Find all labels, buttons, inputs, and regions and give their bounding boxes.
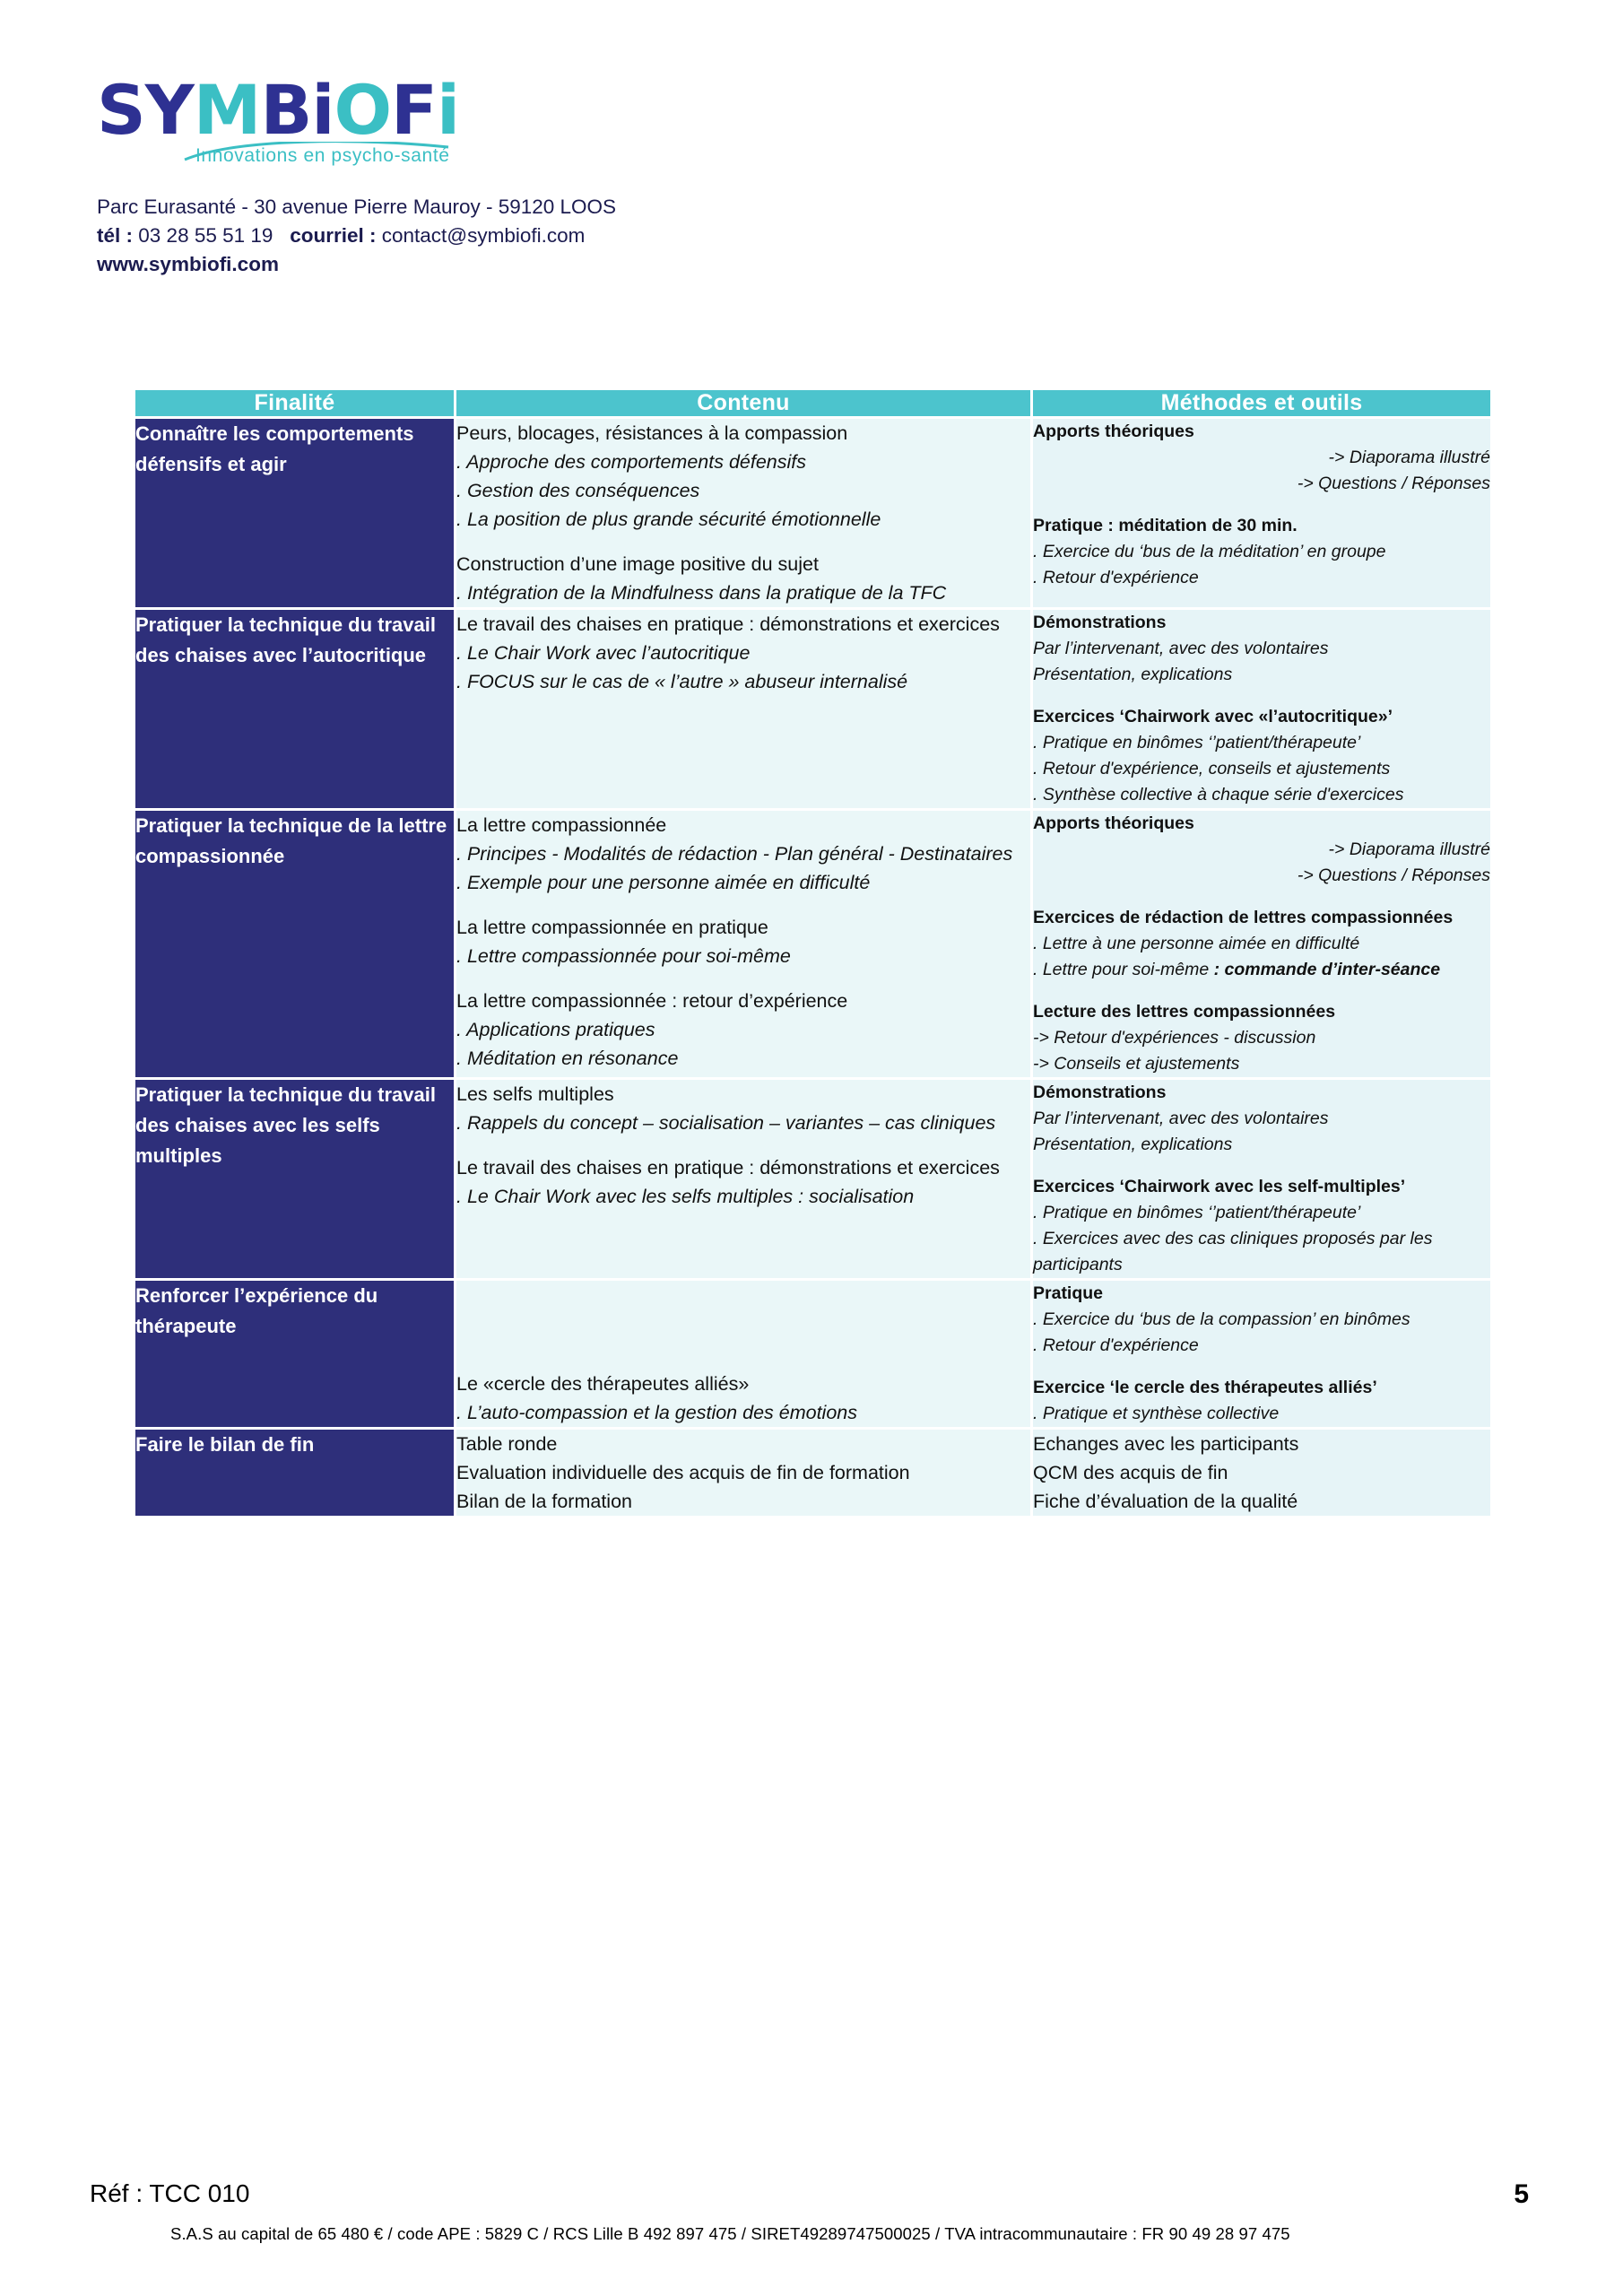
method-item: -> Conseils et ajustements — [1033, 1054, 1240, 1074]
methodes-cell — [1033, 811, 1490, 1077]
column-header-finalite: Finalité — [135, 390, 454, 416]
methodes-cell — [1033, 419, 1490, 607]
contenu-cell — [456, 811, 1030, 1077]
spacer — [1033, 1359, 1490, 1375]
method-title: Pratique : méditation de 30 min. — [1033, 516, 1298, 535]
finalite-cell: Pratiquer la technique du travail des chaises avec les selfs multiples — [135, 1080, 454, 1278]
method-item: . Exercices avec des cas cliniques proposés par les participants — [1033, 1229, 1433, 1274]
methodes-cell — [1033, 610, 1490, 808]
email-value: contact@symbiofi.com — [381, 224, 586, 247]
phone-value: 03 28 55 51 19 — [138, 224, 273, 247]
method-item: Présentation, explications — [1033, 1135, 1233, 1154]
content-item: . La position de plus grande sécurité émotionnelle — [456, 509, 881, 530]
spacer — [1033, 983, 1490, 999]
spacer — [456, 534, 1030, 550]
logo-wordmark: SYMBiOFi — [97, 70, 460, 150]
method-item: Présentation, explications — [1033, 665, 1233, 684]
content-title: La lettre compassionnée — [456, 814, 667, 836]
method-item: . Lettre à une personne aimée en difficulté — [1033, 934, 1360, 953]
methodes-cell — [1033, 1281, 1490, 1427]
method-item: . Retour d'expérience — [1033, 568, 1199, 587]
program-table — [133, 387, 1493, 1518]
content-item: . L’auto-compassion et la gestion des émotions — [456, 1402, 857, 1423]
content-line: Table ronde — [456, 1433, 558, 1455]
method-item: . Retour d'expérience — [1033, 1335, 1199, 1355]
logo-tagline: Innovations en psycho-santé — [195, 145, 450, 166]
finalite-cell: Faire le bilan de fin — [135, 1430, 454, 1516]
method-title: Exercices de rédaction de lettres compassionnées — [1033, 908, 1454, 927]
method-title: Pratique — [1033, 1283, 1104, 1303]
content-item: . Gestion des conséquences — [456, 480, 700, 501]
content-title: Construction d’une image positive du sujet — [456, 553, 819, 575]
content-title: Le travail des chaises en pratique : démonstrations et exercices — [456, 1157, 1000, 1178]
page-number: 5 — [1514, 2179, 1529, 2209]
content-item: . Rappels du concept – socialisation – variantes – cas cliniques — [456, 1112, 996, 1134]
method-title: Exercice ‘le cercle des thérapeutes alliés’ — [1033, 1378, 1377, 1397]
content-item: . Exemple pour une personne aimée en difficulté — [456, 872, 871, 893]
footer-legal: S.A.S au capital de 65 480 € / code APE : 5829 C / RCS Lille B 492 897 475 / SIRET49289747500025 / TVA intracommunautaire : FR 90 49 28 97 475 — [170, 2224, 1290, 2243]
content-line: Bilan de la formation — [456, 1491, 632, 1512]
spacer — [1033, 688, 1490, 704]
symbiofi-logo — [97, 72, 904, 175]
content-item: . Méditation en résonance — [456, 1048, 679, 1069]
contact-block — [97, 193, 904, 279]
content-item: . Lettre compassionnée pour soi-même — [456, 945, 791, 967]
spacer — [456, 970, 1030, 987]
method-title: Lecture des lettres compassionnées — [1033, 1002, 1336, 1022]
method-item: . Pratique et synthèse collective — [1033, 1404, 1280, 1423]
content-item: . Approche des comportements défensifs — [456, 451, 806, 473]
contact-address: Parc Eurasanté - 30 avenue Pierre Mauroy - 59120 LOOS — [97, 196, 617, 218]
method-title: Apports théoriques — [1033, 422, 1194, 441]
finalite-cell: Pratiquer la technique de la lettre compassionnée — [135, 811, 454, 1077]
column-header-methodes: Méthodes et outils — [1033, 390, 1490, 416]
content-title: Le travail des chaises en pratique : démonstrations et exercices — [456, 613, 1000, 635]
method-title: Apports théoriques — [1033, 813, 1194, 833]
method-item: Par l’intervenant, avec des volontaires — [1033, 1109, 1329, 1128]
method-title: Exercices ‘Chairwork avec «l’autocritique»’ — [1033, 707, 1393, 726]
contact-phone-email — [97, 222, 904, 250]
content-title: La lettre compassionnée en pratique — [456, 917, 768, 938]
table-row — [135, 1080, 1490, 1278]
content-item: . Applications pratiques — [456, 1019, 655, 1040]
method-item-emphasis: : commande d’inter-séance — [1209, 960, 1441, 979]
column-header-contenu: Contenu — [456, 390, 1030, 416]
email-label: courriel : — [290, 224, 377, 247]
methodes-cell — [1033, 1430, 1490, 1516]
footer-reference: Réf : TCC 010 — [90, 2179, 250, 2207]
method-item: . Retour d'expérience, conseils et ajustements — [1033, 759, 1391, 778]
content-item: . FOCUS sur le cas de « l’autre » abuseur internalisé — [456, 671, 908, 692]
method-line: QCM des acquis de fin — [1033, 1462, 1228, 1483]
content-title: Le «cercle des thérapeutes alliés» — [456, 1373, 750, 1395]
method-item: . Exercice du ‘bus de la compassion’ en binômes — [1033, 1309, 1410, 1329]
method-item: . Pratique en binômes ‘’patient/thérapeute’ — [1033, 733, 1361, 752]
contenu-cell — [456, 1281, 1030, 1427]
method-title: Démonstrations — [1033, 613, 1167, 632]
method-note: -> Diaporama illustré — [1328, 839, 1490, 859]
table-row — [135, 419, 1490, 607]
spacer — [456, 1137, 1030, 1153]
method-item: . Lettre pour soi-même — [1033, 960, 1210, 979]
spacer — [1033, 889, 1490, 905]
phone-label: tél : — [97, 224, 134, 247]
website: www.symbiofi.com — [97, 253, 279, 275]
content-title: Peurs, blocages, résistances à la compassion — [456, 422, 848, 444]
spacer — [1033, 497, 1490, 513]
content-item: . Intégration de la Mindfulness dans la pratique de la TFC — [456, 582, 947, 604]
content-title: Les selfs multiples — [456, 1083, 614, 1105]
method-note: -> Questions / Réponses — [1297, 865, 1490, 885]
spacer — [456, 897, 1030, 913]
contenu-cell — [456, 1080, 1030, 1278]
method-item: Par l’intervenant, avec des volontaires — [1033, 639, 1329, 658]
method-title: Exercices ‘Chairwork avec les self-multiples’ — [1033, 1177, 1406, 1196]
methodes-cell — [1033, 1080, 1490, 1278]
finalite-cell: Pratiquer la technique du travail des chaises avec l’autocritique — [135, 610, 454, 808]
contenu-cell — [456, 1430, 1030, 1516]
table-row — [135, 610, 1490, 808]
method-line: Fiche d’évaluation de la qualité — [1033, 1491, 1298, 1512]
content-title: La lettre compassionnée : retour d’expérience — [456, 990, 848, 1012]
method-item: . Exercice du ‘bus de la méditation’ en groupe — [1033, 542, 1386, 561]
finalite-cell: Renforcer l’expérience du thérapeute — [135, 1281, 454, 1427]
table-header-row — [135, 390, 1490, 416]
content-item: . Le Chair Work avec l’autocritique — [456, 642, 751, 664]
table-row — [135, 1281, 1490, 1427]
method-line: Echanges avec les participants — [1033, 1433, 1299, 1455]
content-line: Evaluation individuelle des acquis de fin de formation — [456, 1462, 910, 1483]
table-row — [135, 1430, 1490, 1516]
method-note: -> Diaporama illustré — [1328, 448, 1490, 467]
table-row — [135, 811, 1490, 1077]
method-note: -> Questions / Réponses — [1297, 474, 1490, 493]
method-item: -> Retour d'expériences - discussion — [1033, 1028, 1316, 1048]
contenu-cell — [456, 419, 1030, 607]
contenu-cell — [456, 610, 1030, 808]
document-header — [97, 72, 904, 279]
finalite-cell: Connaître les comportements défensifs et agir — [135, 419, 454, 607]
method-item: . Synthèse collective à chaque série d'exercices — [1033, 785, 1404, 804]
content-item: . Le Chair Work avec les selfs multiples : socialisation — [456, 1186, 915, 1207]
content-item: . Principes - Modalités de rédaction - Plan général - Destinataires — [456, 843, 1013, 865]
method-item: . Pratique en binômes ‘’patient/thérapeute’ — [1033, 1203, 1361, 1222]
method-title: Démonstrations — [1033, 1083, 1167, 1102]
spacer — [1033, 1158, 1490, 1174]
